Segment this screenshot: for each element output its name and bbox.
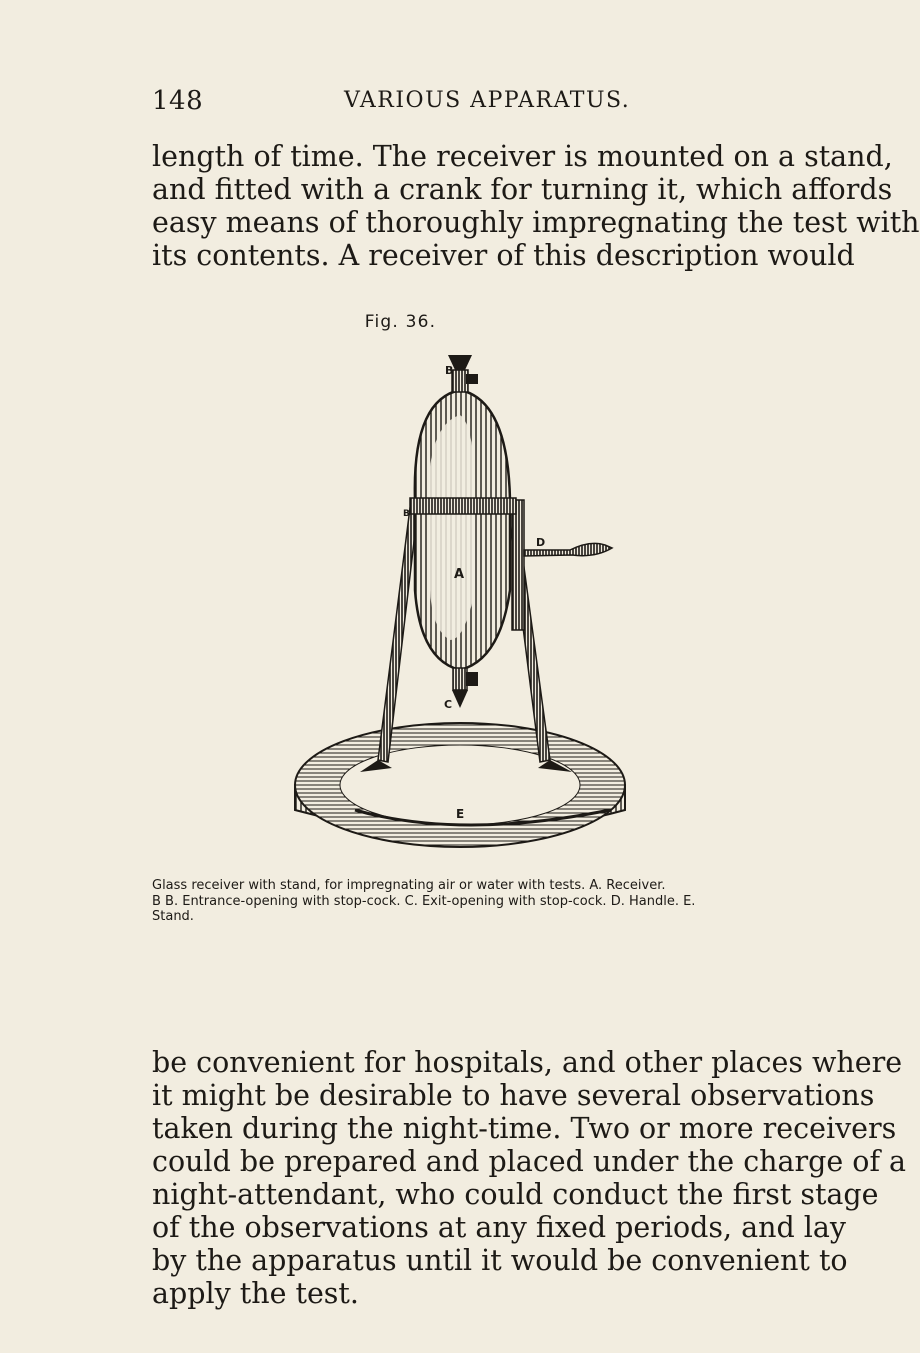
letter-e: E xyxy=(456,807,465,821)
letter-d: D xyxy=(536,536,546,549)
text-line: of the observations at any fixed periods, and lay xyxy=(152,1211,846,1244)
figure-illustration xyxy=(260,340,660,880)
paragraph-2 xyxy=(152,1046,907,1310)
text-line: night-attendant, who could conduct the first stage xyxy=(152,1178,879,1211)
letter-b-top: B xyxy=(445,364,454,377)
page-number: 148 xyxy=(152,86,204,116)
page-header xyxy=(152,86,697,122)
caption-line: Stand. xyxy=(152,909,194,924)
text-line: its contents. A receiver of this description would xyxy=(152,239,855,272)
text-line: by the apparatus until it would be convenient to xyxy=(152,1244,848,1277)
text-line: taken during the night-time. Two or more receivers xyxy=(152,1112,897,1145)
caption-line: Glass receiver with stand, for impregnating air or water with tests. A. Receiver. xyxy=(152,878,666,893)
text-line: and fitted with a crank for turning it, which affords xyxy=(152,173,893,206)
text-line: could be prepared and placed under the charge of a xyxy=(152,1145,907,1178)
letter-c: C xyxy=(444,698,453,711)
stand-base xyxy=(295,723,625,847)
text-line: it might be desirable to have several observations xyxy=(152,1079,875,1112)
letter-b-side: B xyxy=(403,509,410,519)
text-line: length of time. The receiver is mounted on a stand, xyxy=(152,140,893,173)
caption-line: B B. Entrance-opening with stop-cock. C. Exit-opening with stop-cock. D. Handle. E. xyxy=(152,893,696,909)
figure-label: Fig. 36. xyxy=(364,312,437,332)
glass-receiver xyxy=(410,390,516,670)
running-title: VARIOUS APPARATUS. xyxy=(344,88,631,113)
bottom-stop-cock xyxy=(452,668,478,708)
letter-a: A xyxy=(454,567,465,582)
paragraph-1 xyxy=(152,140,920,272)
figure-caption xyxy=(152,878,762,925)
text-line: be convenient for hospitals, and other places where xyxy=(152,1046,903,1079)
text-line: easy means of thoroughly impregnating the test with xyxy=(152,206,920,239)
text-line: apply the test. xyxy=(152,1277,359,1310)
